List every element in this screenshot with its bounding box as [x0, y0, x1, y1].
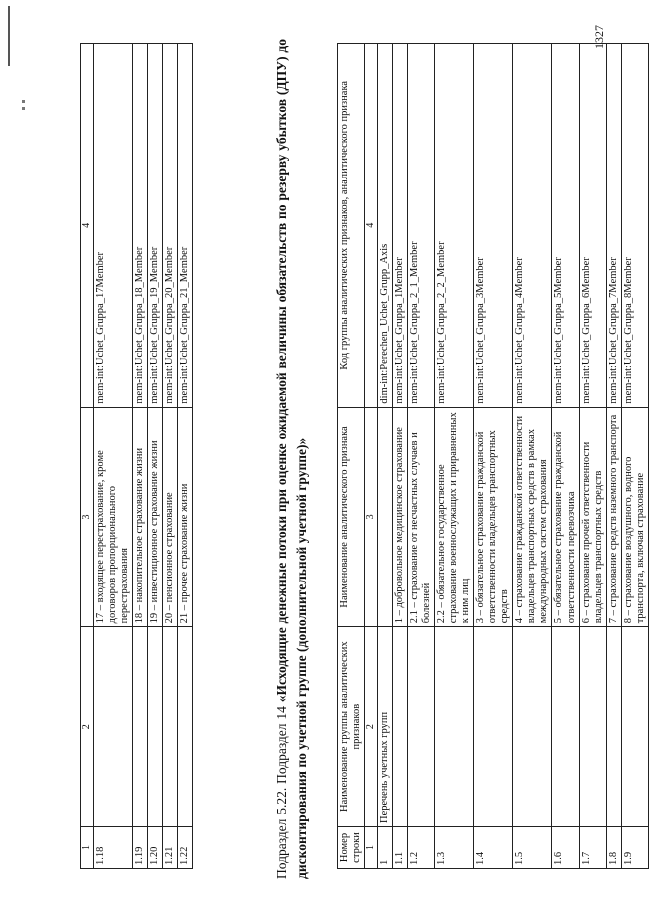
feature-code: mem-int:Uchet_Gruppa_5Member	[552, 44, 579, 408]
feature-code: mem-int:Uchet_Gruppa_4Member	[513, 44, 552, 408]
group-name	[579, 627, 606, 827]
table-row	[177, 44, 192, 869]
feature-code: mem-int:Uchet_Gruppa_7Member	[606, 44, 621, 408]
analytics-table	[337, 43, 649, 869]
feature-code: mem-int:Uchet_Gruppa_18_Member	[132, 44, 147, 408]
section-prefix: Подраздел 5.22. Подраздел 14	[274, 706, 289, 879]
table-row	[392, 44, 407, 869]
group-name	[434, 627, 473, 827]
table-row	[407, 44, 434, 869]
feature-code: mem-int:Uchet_Gruppa_2_2_Member	[434, 44, 473, 408]
feature-code: mem-int:Uchet_Gruppa_2_1_Member	[407, 44, 434, 408]
table-row	[513, 44, 552, 869]
feature-name: 4 – страхование гражданской ответственности владельцев транспортных средств в рамках международных систем страхования	[513, 407, 552, 627]
table-row	[474, 44, 513, 869]
column-numbers-row	[81, 44, 94, 869]
row-number: 1.8	[606, 827, 621, 869]
feature-name	[377, 407, 392, 627]
header-group-name: Наименование группы аналитических признаков	[338, 627, 365, 827]
feature-code: mem-int:Uchet_Gruppa_21_Member	[177, 44, 192, 408]
feature-code: dim-int:Perechen_Uchet_Grupp_Axis	[377, 44, 392, 408]
feature-name: 6 – страхование прочей ответственности владельцев транспортных средств	[579, 407, 606, 627]
row-number: 1.20	[147, 827, 162, 869]
header-row-number: Номер строки	[338, 827, 365, 869]
header-feature-name: Наименование аналитического признака	[338, 407, 365, 627]
group-name: Перечень учетных групп	[377, 627, 392, 827]
feature-name: 7 – страхование средств наземного транспорта	[606, 407, 621, 627]
table-row	[147, 44, 162, 869]
group-name	[407, 627, 434, 827]
feature-code: mem-int:Uchet_Gruppa_8Member	[621, 44, 648, 408]
row-number: 1.7	[579, 827, 606, 869]
col-number: 2	[365, 627, 378, 827]
col-number: 1	[365, 827, 378, 869]
col-number: 3	[365, 407, 378, 627]
feature-name: 2.2 – обязательное государственное страхование военнослужащих и приравненных к ним лиц	[434, 407, 473, 627]
feature-code: mem-int:Uchet_Gruppa_1Member	[392, 44, 407, 408]
feature-name: 17 – входящее перестрахование, кроме договоров пропорционального перестрахования	[93, 407, 132, 627]
group-name	[513, 627, 552, 827]
row-number: 1.21	[162, 827, 177, 869]
continuation-table	[80, 43, 193, 869]
feature-name: 20 – пенсионное страхование	[162, 407, 177, 627]
row-number: 1.5	[513, 827, 552, 869]
table-row	[132, 44, 147, 869]
feature-name: 1 – добровольное медицинское страхование	[392, 407, 407, 627]
table-row	[93, 44, 132, 869]
feature-code: mem-int:Uchet_Gruppa_19_Member	[147, 44, 162, 408]
section-title: «Исходящие денежные потоки при оценке ожидаемой величины обязательств по резерву убытков (ДПУ) до дисконтирования по учетной группе (дополнительной учетной группе)»	[274, 39, 310, 879]
group-name	[606, 627, 621, 827]
row-number: 1.22	[177, 827, 192, 869]
row-number: 1.6	[552, 827, 579, 869]
page-margin-line	[8, 6, 10, 66]
feature-name: 21 – прочее страхование жизни	[177, 407, 192, 627]
feature-name: 8 – страхование воздушного, водного транспорта, включая страхование	[621, 407, 648, 627]
table-row	[621, 44, 648, 869]
group-name	[392, 627, 407, 827]
col-number: 1	[81, 827, 94, 869]
group-name	[93, 627, 132, 827]
row-number: 1.18	[93, 827, 132, 869]
column-numbers-row	[365, 44, 378, 869]
table-row	[606, 44, 621, 869]
feature-code: mem-int:Uchet_Gruppa_20_Member	[162, 44, 177, 408]
feature-code: mem-int:Uchet_Gruppa_3Member	[474, 44, 513, 408]
group-name	[162, 627, 177, 827]
group-name	[132, 627, 147, 827]
group-name	[147, 627, 162, 827]
col-number: 4	[365, 44, 378, 408]
row-number: 1.9	[621, 827, 648, 869]
group-name	[177, 627, 192, 827]
table-header-row	[338, 44, 365, 869]
col-number: 2	[81, 627, 94, 827]
row-number: 1	[377, 827, 392, 869]
table-row	[552, 44, 579, 869]
rotated-page	[20, 25, 646, 885]
table-row	[434, 44, 473, 869]
header-code: Код группы аналитических признаков, аналитического признака	[338, 44, 365, 408]
row-number: 1.1	[392, 827, 407, 869]
table-row	[162, 44, 177, 869]
page-number: 1327	[592, 25, 606, 49]
feature-code: mem-int:Uchet_Gruppa_6Member	[579, 44, 606, 408]
row-number: 1.4	[474, 827, 513, 869]
row-number: 1.3	[434, 827, 473, 869]
col-number: 4	[81, 44, 94, 408]
feature-name: 2.1 – страхование от несчастных случаев и болезней	[407, 407, 434, 627]
feature-name: 18 – накопительное страхование жизни	[132, 407, 147, 627]
section-heading	[272, 39, 313, 879]
feature-code: mem-int:Uchet_Gruppa_17Member	[93, 44, 132, 408]
feature-name: 5 – обязательное страхование гражданской ответственности перевозчика	[552, 407, 579, 627]
row-number: 1.19	[132, 827, 147, 869]
row-number: 1.2	[407, 827, 434, 869]
col-number: 3	[81, 407, 94, 627]
group-name	[552, 627, 579, 827]
table-row	[579, 44, 606, 869]
table-row	[377, 44, 392, 869]
feature-name: 19 – инвестиционное страхование жизни	[147, 407, 162, 627]
group-name	[621, 627, 648, 827]
feature-name: 3 – обязательное страхование гражданской ответственности владельцев транспортных средств	[474, 407, 513, 627]
group-name	[474, 627, 513, 827]
